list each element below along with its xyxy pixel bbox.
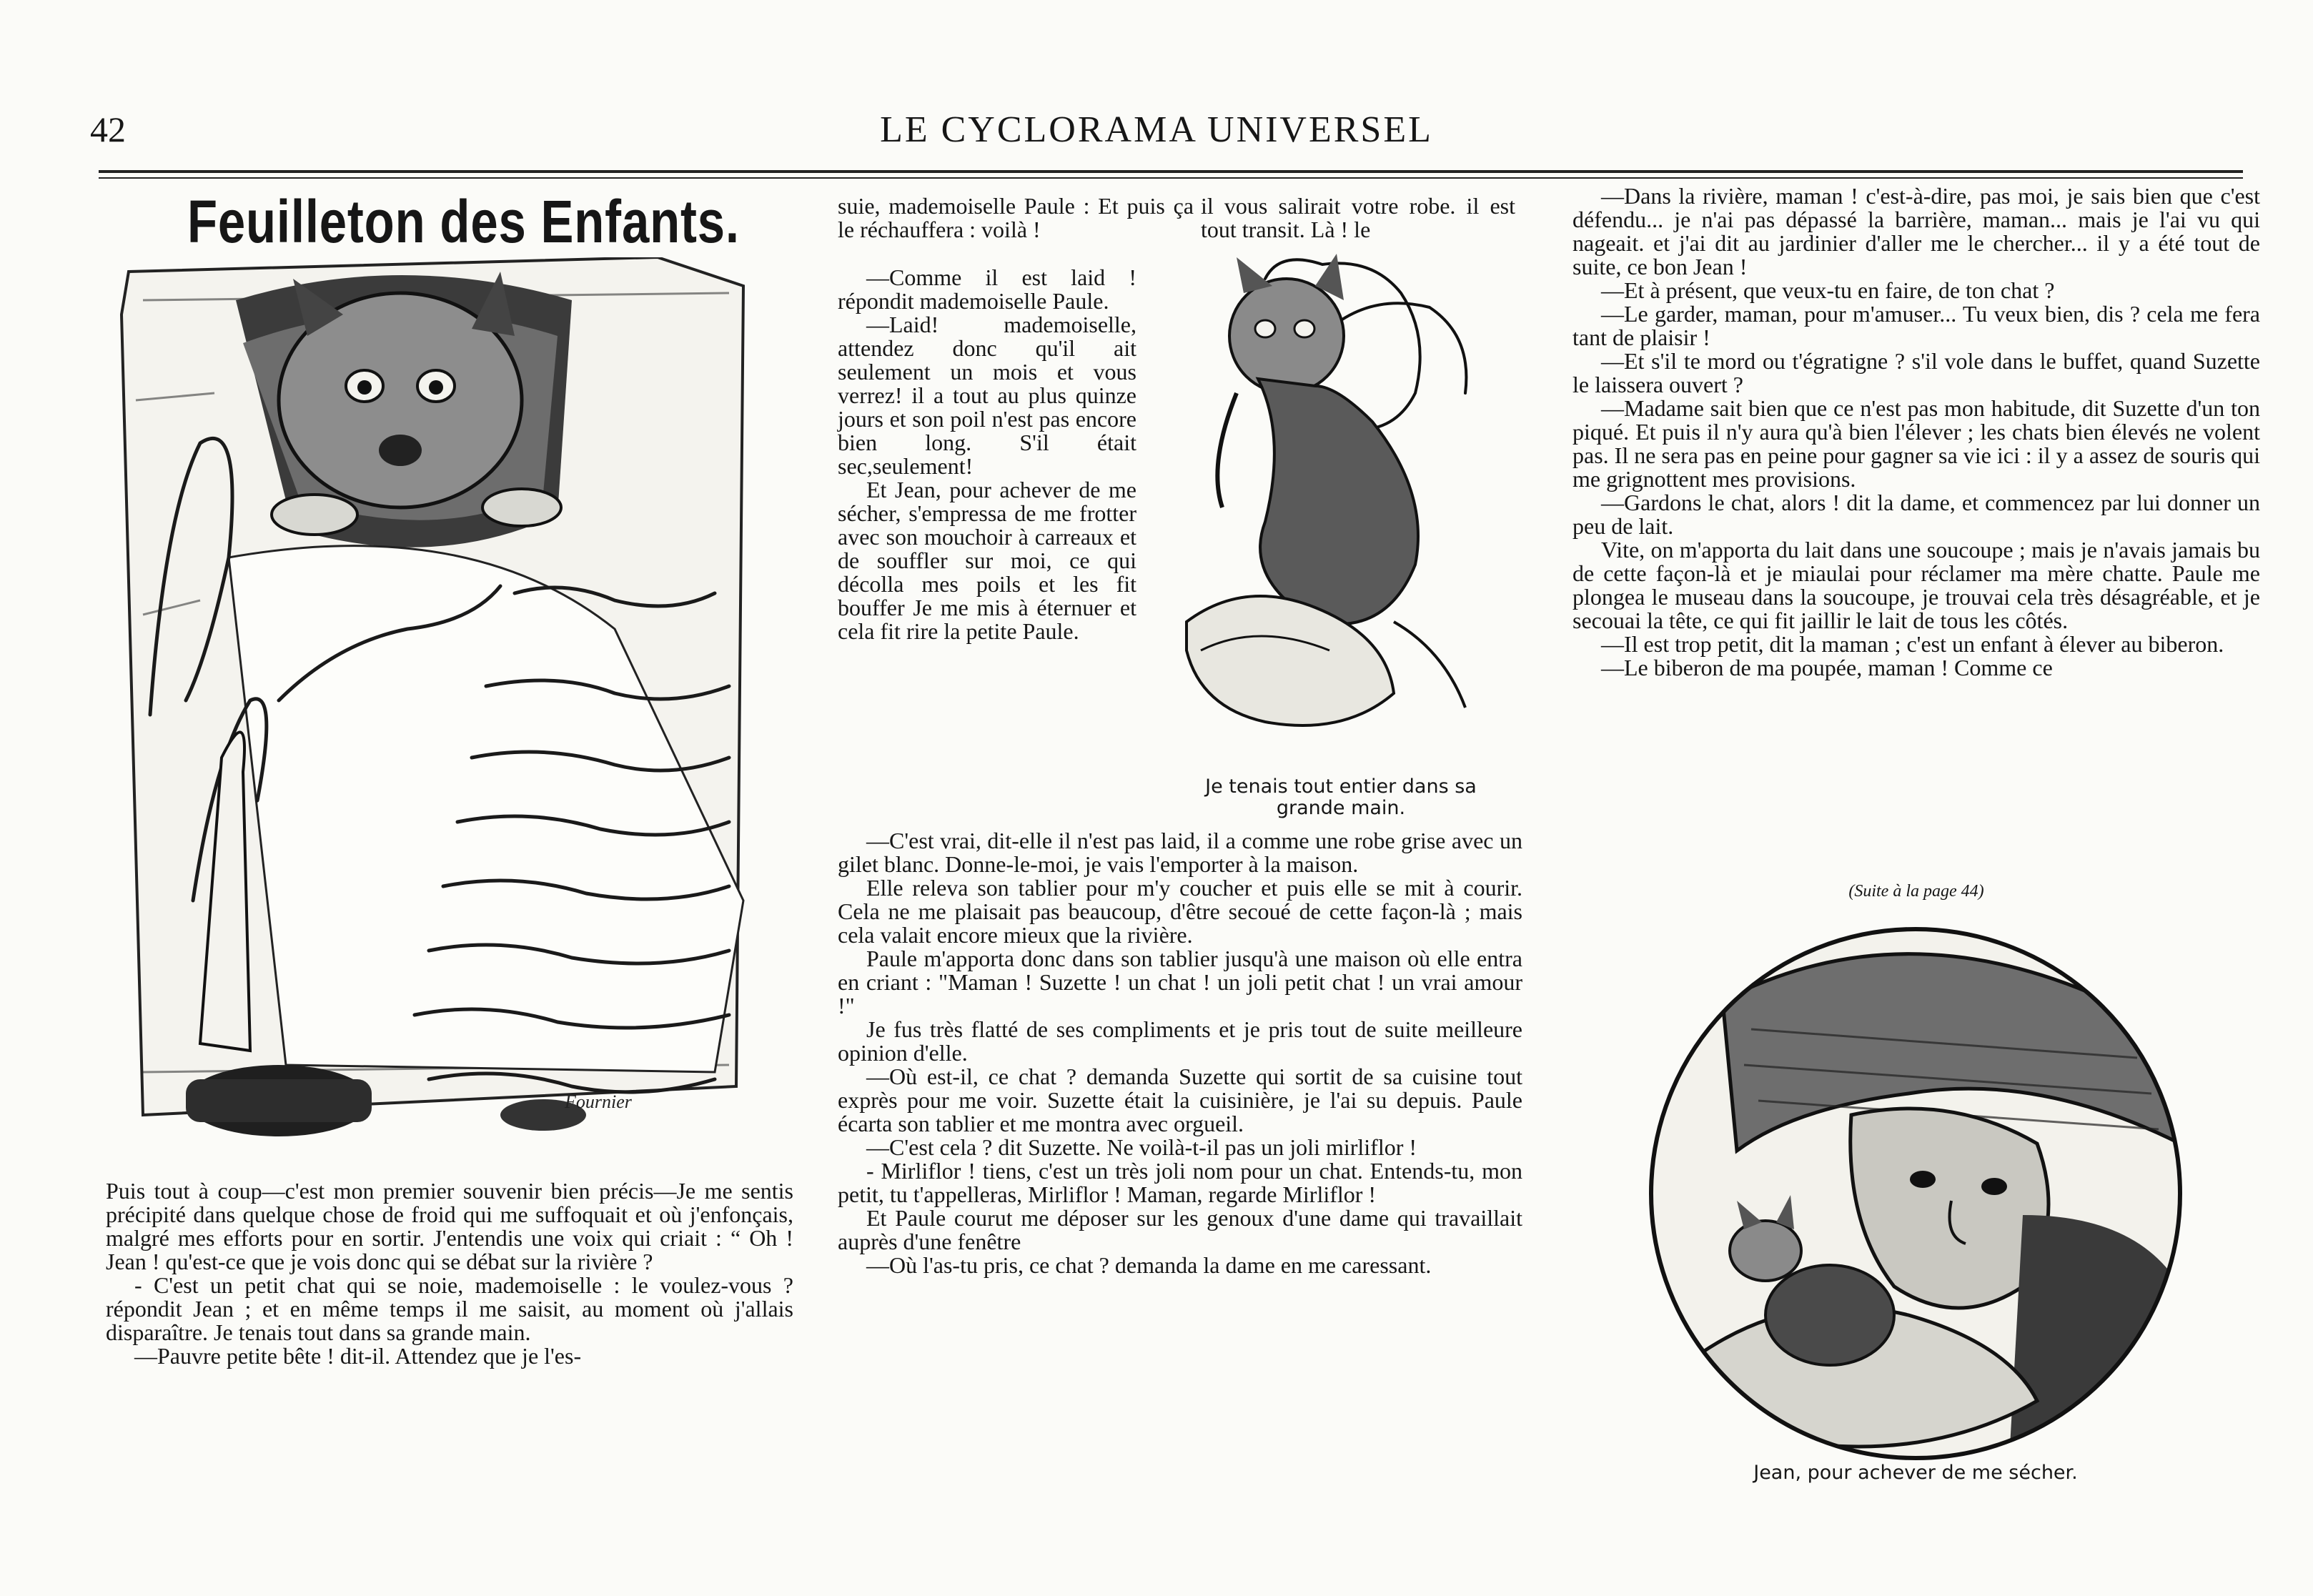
paragraph: —Laid! mademoiselle, attendez donc qu'il ait seulement un mois et vous verrez! il a tout au plus quinze jours et son poil n'est pas encore bien long. S'il était sec,seulement! xyxy=(838,312,1136,479)
feuilleton-title: Feuilleton des Enfants. xyxy=(187,188,740,255)
paragraph: —Il est trop petit, dit la maman ; c'est un enfant à élever au biberon. xyxy=(1601,631,2224,657)
column-2-narrow-text xyxy=(838,266,1136,643)
paragraph: il vous salirait votre robe. il est tout transit. Là ! le xyxy=(1201,193,1515,242)
paragraph: —Comme il est laid ! répondit mademoiselle Paule. xyxy=(838,264,1136,314)
continuation-note: (Suite à la page 44) xyxy=(1848,882,1984,901)
column-2-top-right xyxy=(1201,194,1515,242)
paragraph: —Où est-il, ce chat ? demanda Suzette qui sortit de sa cuisine tout exprès pour me voir. Suzette était la cuisinière, je l'ai su depuis. Paule écarta son tablier et me montra avec orgueil. xyxy=(838,1064,1522,1136)
paragraph: Je fus très flatté de ses compliments et je pris tout de suite meilleure opinion d'elle. xyxy=(838,1016,1522,1066)
cat-illustration-caption: Je tenais tout entier dans sa grande main. xyxy=(1205,775,1477,819)
title-illustration xyxy=(100,257,765,1172)
paragraph: —C'est cela ? dit Suzette. Ne voilà-t-il pas un joli mirliflor ! xyxy=(866,1134,1417,1160)
paragraph: Elle releva son tablier pour m'y coucher et puis elle se mit à courir. Cela ne me plaisait pas beaucoup, d'être secoué de cette façon-là ; mais cela valait encore mieux que la rivière. xyxy=(838,875,1522,948)
paragraph: suie, mademoiselle Paule : Et puis ça le réchauffera : voilà ! xyxy=(838,193,1194,242)
paragraph: —Madame sait bien que ce n'est pas mon habitude, dit Suzette d'un ton piqué. Et puis il n'y aura qu'à bien l'élever ; les chats bien élevés ne volent pas. Il ne sera pas en peine pour gagner sa vie ici : il y a assez de souris qui me grignottent mes provisions. xyxy=(1572,395,2260,492)
paragraph: —C'est vrai, dit-elle il n'est pas laid, il a comme une robe grise avec un gilet blanc. Donne-le-moi, je vais l'emporter à la maison. xyxy=(838,828,1522,877)
jean-illustration xyxy=(1637,915,2194,1472)
paragraph: —Pauvre petite bête ! dit-il. Attendez que je l'es- xyxy=(134,1343,582,1369)
paragraph: Vite, on m'apporta du lait dans une soucoupe ; mais je n'avais jamais bu de cette façon-là et je miaulai pour réclamer ma mère chatte. Paule me plongea le museau dans la soucoupe, je trouvai cela très désagréable, et je secouai la tête, ce qui fit jaillir le lait de tous les côtés. xyxy=(1572,537,2260,633)
header-rule xyxy=(99,170,2243,173)
paragraph: —Le garder, maman, pour m'amuser... Tu veux bien, dis ? cela me fera tant de plaisir ! xyxy=(1572,301,2260,350)
paragraph: —Le biberon de ma poupée, maman ! Comme ce xyxy=(1601,655,2053,680)
column-3-text xyxy=(1572,184,2260,680)
paragraph: —Et à présent, que veux-tu en faire, de ton chat ? xyxy=(1601,277,2055,303)
paragraph: —Et s'il te mord ou t'égratigne ? s'il vole dans le buffet, quand Suzette le laissera ouvert ? xyxy=(1572,348,2260,397)
column-2-top-left xyxy=(838,194,1194,242)
paragraph: —Où l'as-tu pris, ce chat ? demanda la dame en me caressant. xyxy=(866,1252,1432,1278)
page-number: 42 xyxy=(90,109,126,149)
column-1-text xyxy=(106,1179,793,1368)
paragraph: —Gardons le chat, alors ! dit la dame, et commencez par lui donner un peu de lait. xyxy=(1572,490,2260,539)
journal-title: LE CYCLORAMA UNIVERSEL xyxy=(880,109,1433,150)
column-2-wide-text xyxy=(838,829,1522,1277)
header-rule-thin xyxy=(99,177,2243,179)
paragraph: - C'est un petit chat qui se noie, mademoiselle : le voulez-vous ? répondit Jean ; et en même temps il me saisit, au moment où j'allais disparaître. Je tenais tout dans sa grande main. xyxy=(106,1272,793,1345)
paragraph: - Mirliflor ! tiens, c'est un très joli nom pour un chat. Entends-tu, mon petit, tu t'appelleras, Mirliflor ! Maman, regarde Mirliflor ! xyxy=(838,1158,1522,1207)
paragraph: Et Jean, pour achever de me sécher, s'empressa de me frotter avec son mouchoir à carreaux et de souffler sur moi, ce qui décolla mes poils et les fit bouffer Je me mis à éternuer et cela fit rire la petite Paule. xyxy=(838,477,1136,644)
cat-in-hand-illustration xyxy=(1158,250,1494,750)
jean-illustration-caption: Jean, pour achever de me sécher. xyxy=(1753,1462,2078,1484)
paragraph: Et Paule courut me déposer sur les genoux d'une dame qui travaillait auprès d'une fenêtre xyxy=(838,1205,1522,1254)
paragraph: —Dans la rivière, maman ! c'est-à-dire, pas moi, je sais bien que c'est défendu... je n'ai pas dépassé la barrière, maman... mais je l'ai vu qui nageait. et j'ai dit au jardinier d'aller me le chercher... il y a été tout de suite, ce bon Jean ! xyxy=(1572,183,2260,279)
illustration-signature: Fournier xyxy=(565,1091,632,1112)
paragraph: Puis tout à coup—c'est mon premier souvenir bien précis—Je me sentis précipité dans quelque chose de froid qui me suffoquait et où j'enfonçais, malgré mes efforts pour en sortir. J'entendis une voix qui criait : “ Oh ! Jean ! qu'est-ce que je vois donc qui se débat sur la rivière ? xyxy=(106,1178,793,1274)
paragraph: Paule m'apporta donc dans son tablier jusqu'à une maison où elle entra en criant : "Maman ! Suzette ! un chat ! un joli petit chat ! un vrai amour !" xyxy=(838,946,1522,1018)
